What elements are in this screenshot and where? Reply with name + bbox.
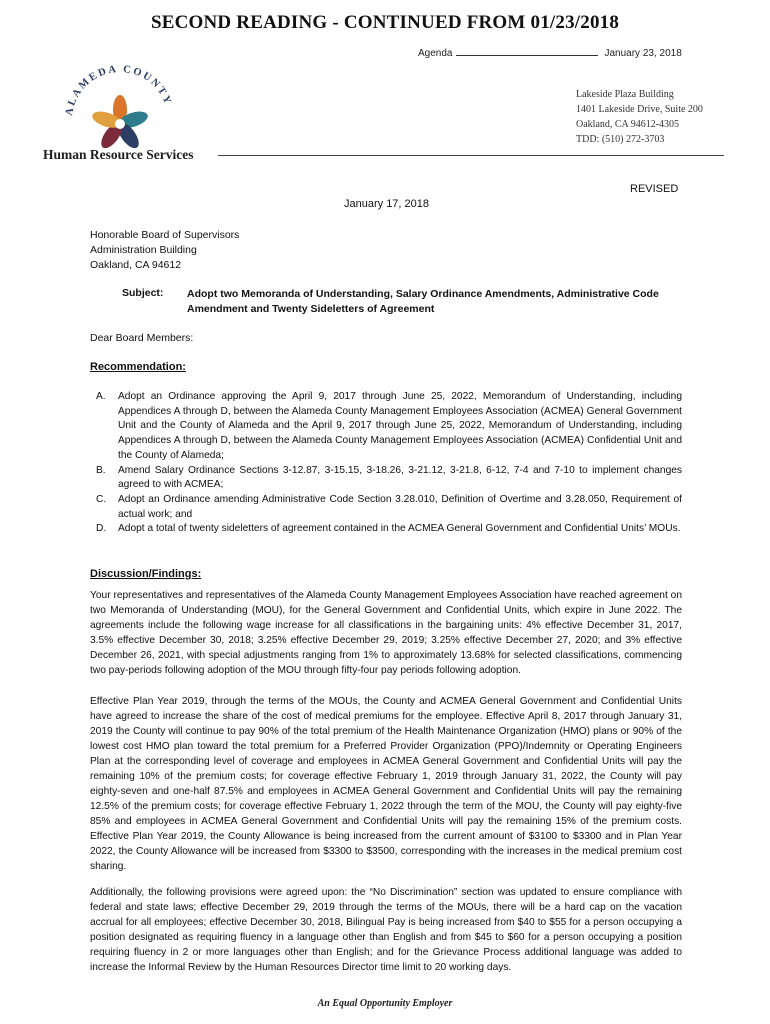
agenda-date: January 23, 2018 — [604, 48, 682, 59]
salutation: Dear Board Members: — [90, 332, 194, 344]
department-name: Human Resource Services — [43, 147, 194, 162]
recipient-line: Oakland, CA 94612 — [90, 259, 182, 271]
recommendation-item — [96, 464, 682, 493]
logo-arc-text: ALAMEDA COUNTY — [64, 63, 174, 117]
recipient-line: Administration Building — [90, 244, 197, 256]
recommendation-letter: D. — [96, 523, 107, 535]
revised-label: REVISED — [630, 183, 679, 195]
header-divider — [218, 155, 724, 156]
letter-date: January 17, 2018 — [344, 198, 430, 210]
recommendation-letter: C. — [96, 493, 107, 505]
agenda-blank — [456, 46, 598, 56]
recommendation-list — [96, 390, 682, 537]
recommendation-text: Adopt an Ordinance approving the April 9, 2017 through June 25, 2022, Memorandum of Understanding, including Appendices A through D, between the Alameda County Management Employees Association (ACMEA) General Government Unit and the County of Alameda and the April 9, 2017 through June 25, 2022, Memorandum of Understanding, including Appendices A through D, between the Alameda County Management Employees Association (ACMEA) Confidential Unit and the County of Alameda; — [118, 391, 682, 461]
subject-text: Adopt two Memoranda of Understanding, Salary Ordinance Amendments, Administrative Code Amendment and Twenty Sideletters of Agreement — [187, 288, 659, 315]
recipient-line: Honorable Board of Supervisors — [90, 229, 240, 241]
address-line: TDD: (510) 272-3703 — [576, 134, 665, 145]
discussion-heading: Discussion/Findings: — [90, 568, 202, 580]
agenda-label: Agenda — [418, 48, 453, 59]
recommendation-text: Amend Salary Ordinance Sections 3-12.87, 3-15.15, 3-18.26, 3-21.12, 3-21.8, 6-12, 7-4 and 7-10 to implement changes agreed to with ACMEA; — [118, 464, 682, 491]
recommendation-letter: B. — [96, 464, 106, 476]
document-header-title: SECOND READING - CONTINUED FROM 01/23/2018 — [150, 12, 620, 33]
recommendation-item — [96, 390, 682, 464]
recommendation-item — [96, 522, 682, 537]
discussion-paragraph: Effective Plan Year 2019, through the terms of the MOUs, the County and ACMEA General Government and Confidential Units have agreed to increase the share of the cost of medical premiums for the employee. Effective April 8, 2017 through January 31, 2019 the County will continue to pay 90% of the total premium of the Health Maintenance Organization (HMO) plans or 90% of the lowest cost HMO plan toward the total premium for a Preferred Provider Organization (PPO)/Indemnity or Operating Engineers Plan at the corresponding level of coverage and employees in ACMEA General Government and Confidential Units will pay the remaining 10% of the premium costs; for coverage effective February 1, 2019 through January 31, 2022, the County will pay eighty-seven and one-half 87.5% and employees in ACMEA General Government and Confidential Units will pay the remaining 12.5% of the premium costs; for coverage effective February 1, 2022 through the term of the MOU, the County will pay eighty-five 85% and employees in ACMEA General Government and Confidential Units will pay the remaining 15% of the premium costs. Effective Plan Year 2019, the County Allowance is being increased from the current amount of $3100 to $3300 and in Plan Year 2022, the County Allowance will be increased from $3300 to $3500, corresponding with the increases in the medical premium cost sharing. — [90, 696, 682, 872]
discussion-paragraph: Additionally, the following provisions were agreed upon: the “No Discrimination” section was updated to ensure compliance with federal and state laws; effective December 29, 2019 through the terms of the MOUs, there will be a hard cap on the vacation accrual for all employees; effective December 30, 2018, Bilingual Pay is being increased from $40 to $55 for a person occupying a position designated as requiring fluency in a language other than English and from $45 to $60 for a person occupying a position requiring fluency in 2 or more languages other than English; and for the Grievance Process additional language was added to increase the Informal Review by the Human Resources Director time limit to 20 working days. — [90, 887, 682, 973]
recommendation-heading: Recommendation: — [90, 361, 186, 373]
recommendation-item — [96, 493, 682, 522]
discussion-paragraph: Your representatives and representatives of the Alameda County Management Employees Association have reached agreement on two Memoranda of Understanding (MOU), for the General Government and Confidential Units, which expire in June 2022. The agreements include the following wage increase for all classifications in the bargaining units: 4% effective December 31, 2017, 3.5% effective December 30, 2018; 3.25% effective December 29, 2019; 3.25% effective December 27, 2020; and 3% effective December 26, 2021, with special adjustments ranging from 1% to approximately 13.68% for selected classifications, commencing two pay-periods following adoption of the MOU through fifty-four pay periods following adoption. — [90, 590, 682, 676]
recommendation-letter: A. — [96, 391, 106, 402]
address-line: 1401 Lakeside Drive, Suite 200 — [576, 104, 703, 115]
subject-label: Subject: — [122, 287, 164, 299]
recipient-block — [90, 228, 239, 273]
recommendation-text: Adopt a total of twenty sideletters of agreement contained in the ACMEA General Government and Confidential Units’ MOUs. — [118, 523, 681, 535]
address-line: Lakeside Plaza Building — [576, 89, 674, 100]
recommendation-text: Adopt an Ordinance amending Administrative Code Section 3.28.010, Definition of Overtime and 3.28.050, Requirement of actual work; and — [118, 493, 682, 520]
footer-text: An Equal Opportunity Employer — [317, 998, 453, 1009]
address-block — [576, 87, 703, 147]
address-line: Oakland, CA 94612-4305 — [576, 119, 680, 130]
agenda-line — [418, 46, 682, 59]
